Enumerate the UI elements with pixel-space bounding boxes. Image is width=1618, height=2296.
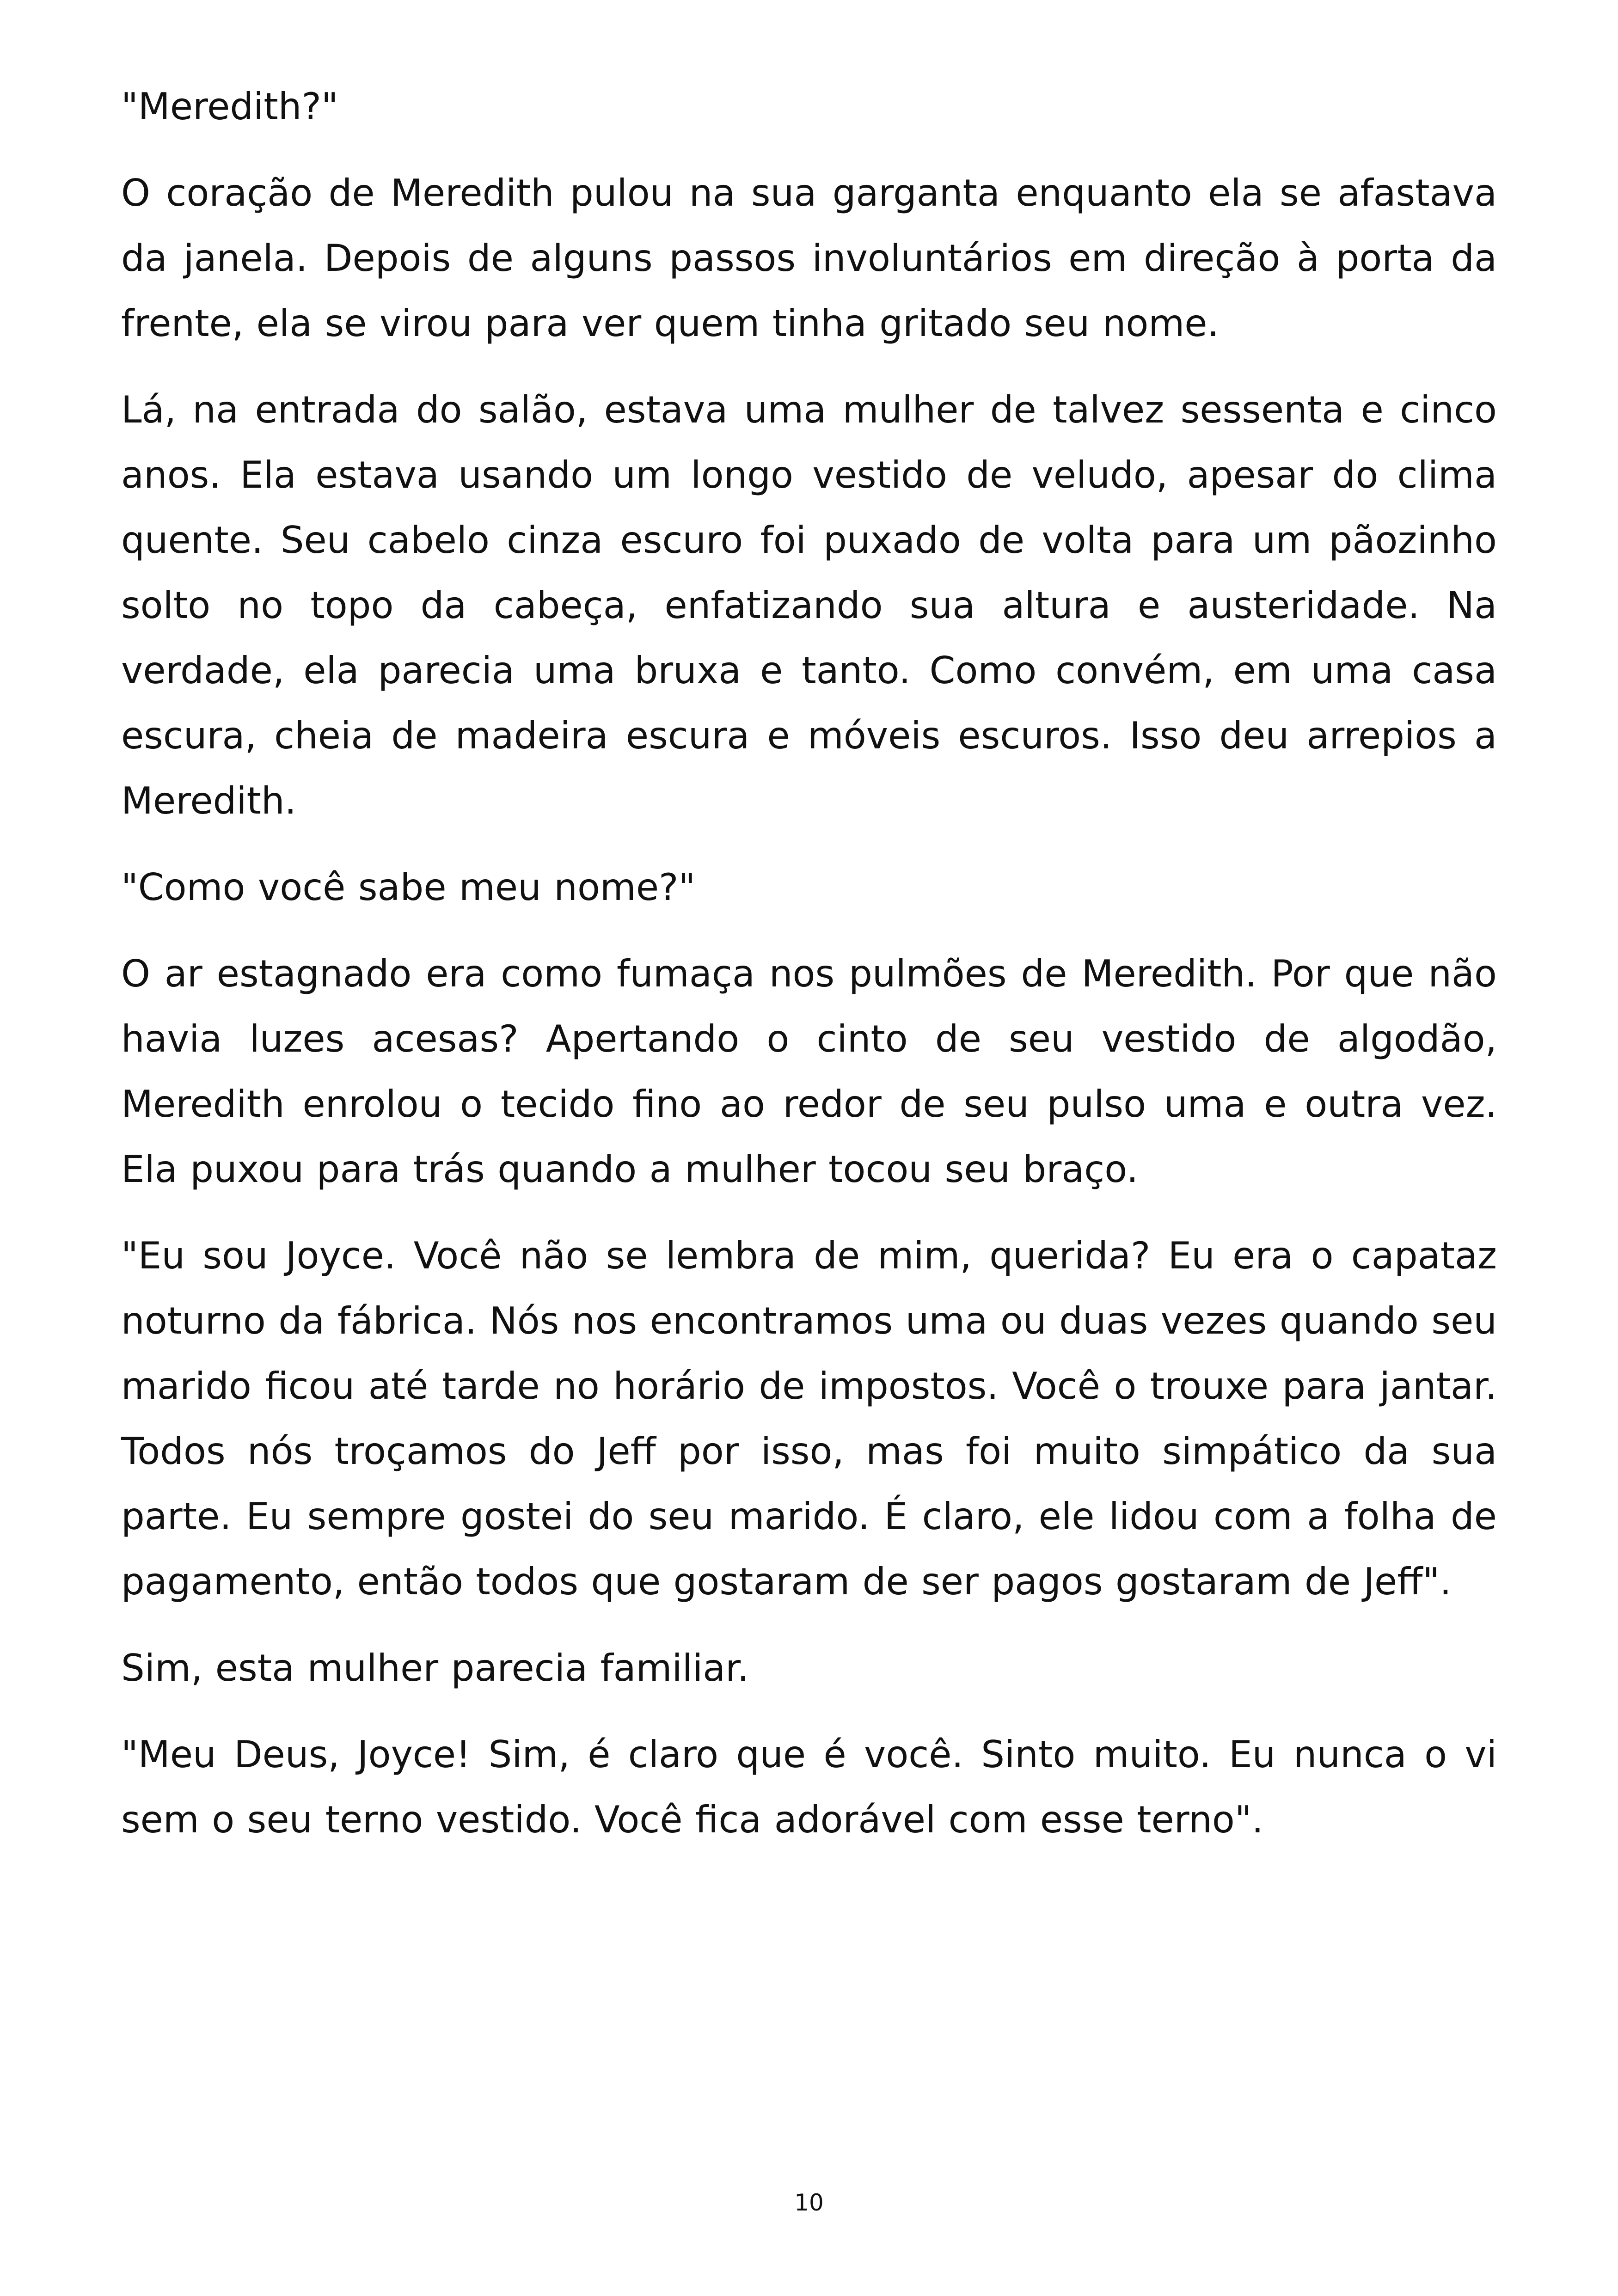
paragraph: "Meredith?": [121, 85, 338, 128]
paragraph: O coração de Meredith pulou na sua garganta enquanto ela se afastava da janela. Depois de alguns passos involuntários em direção à porta da frente, ela se virou para ver quem tinha gritado seu nome.: [121, 171, 1497, 345]
paragraph: O ar estagnado era como fumaça nos pulmões de Meredith. Por que não havia luzes acesas? Apertando o cinto de seu vestido de algodão, Meredith enrolou o tecido fino ao redor de seu pulso uma e outra vez. Ela puxou para trás quando a mulher tocou seu braço.: [121, 952, 1497, 1191]
paragraph: Sim, esta mulher parecia familiar.: [121, 1647, 749, 1690]
paragraph: Lá, na entrada do salão, estava uma mulher de talvez sessenta e cinco anos. Ela estava usando um longo vestido de veludo, apesar do clima quente. Seu cabelo cinza escuro foi puxado de volta para um pãozinho solto no topo da cabeça, enfatizando sua altura e austeridade. Na verdade, ela parecia uma bruxa e tanto. Como convém, em uma casa escura, cheia de madeira escura e móveis escuros. Isso deu arrepios a Meredith.: [121, 388, 1497, 822]
paragraph: "Eu sou Joyce. Você não se lembra de mim, querida? Eu era o capataz noturno da fábrica. Nós nos encontramos uma ou duas vezes quando seu marido ficou até tarde no horário de impostos. Você o trouxe para jantar. Todos nós troçamos do Jeff por isso, mas foi muito simpático da sua parte. Eu sempre gostei do seu marido. É claro, ele lidou com a folha de pagamento, então todos que gostaram de ser pagos gostaram de Jeff".: [121, 1234, 1497, 1603]
paragraph: "Meu Deus, Joyce! Sim, é claro que é você. Sinto muito. Eu nunca o vi sem o seu terno vestido. Você fica adorável com esse terno".: [121, 1733, 1497, 1841]
page-number: 10: [794, 2189, 824, 2216]
body-text: [121, 74, 1497, 1874]
paragraph: "Como você sabe meu nome?": [121, 866, 696, 909]
